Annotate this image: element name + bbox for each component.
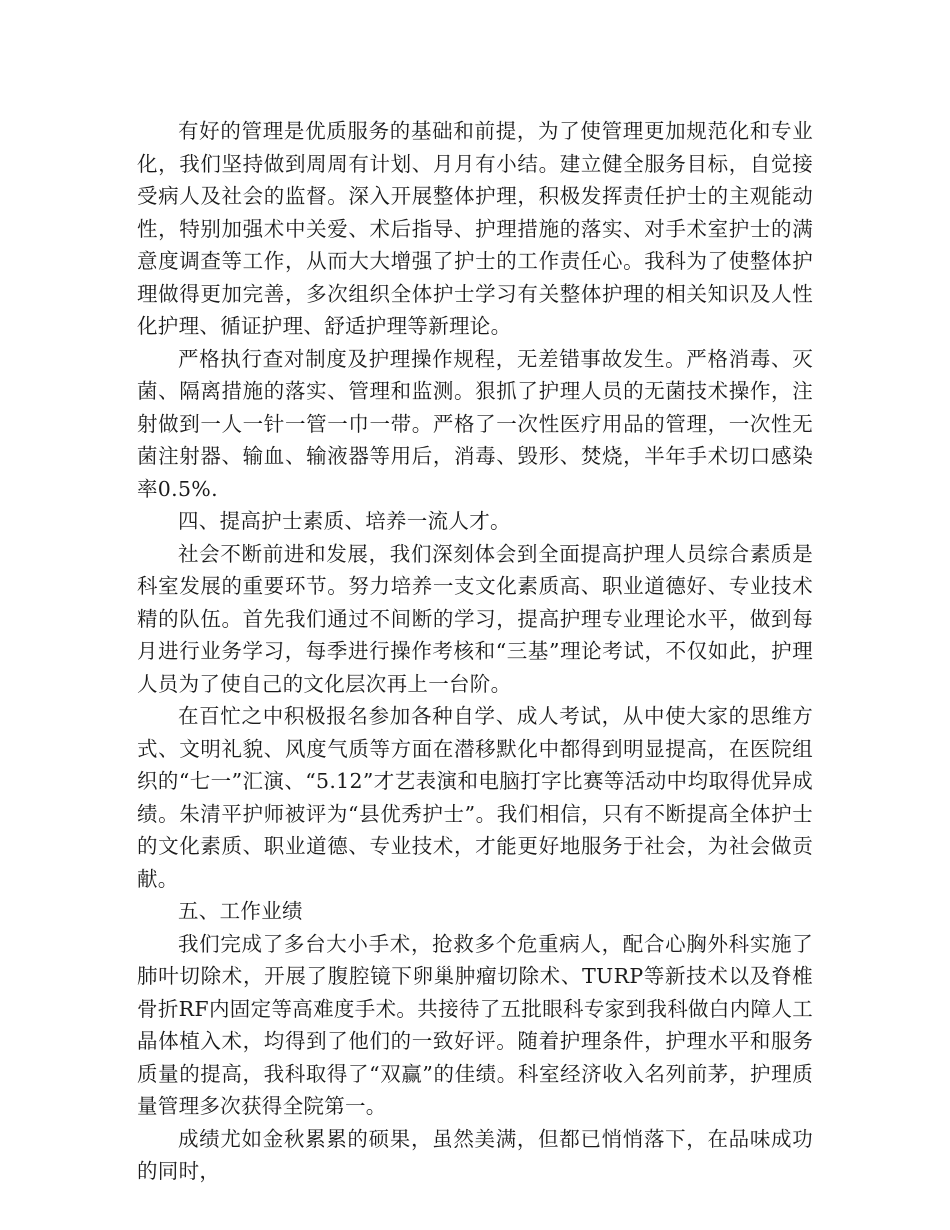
paragraph-management: 有好的管理是优质服务的基础和前提，为了使管理更加规范化和专业化，我们坚持做到周周有计划、月月有小结。建立健全服务目标，自觉接受病人及社会的监督。深入开展整体护理，积极发挥责任护士的主观能动性，特别加强术中关爱、术后指导、护理措施的落实、对手术室护士的满意度调查等工作，从而大大增强了护士的工作责任心。我科为了使整体护理做得更加完善，多次组织全体护士学习有关整体护理的相关知识及人性化护理、循证护理、舒适护理等新理论。: [137, 119, 813, 338]
paragraph-self-study: 在百忙之中积极报名参加各种自学、成人考试，从中使大家的思维方式、文明礼貌、风度气质等方面在潜移默化中都得到明显提高，在医院组织的“七一”汇演、“5.12”才艺表演和电脑打字比赛等活动中均取得优异成绩。朱清平护师被评为“县优秀护士”。我们相信，只有不断提高全体护士的文化素质、职业道德、专业技术，才能更好地服务于社会，为社会做贡献。: [137, 704, 813, 891]
paragraph-disinfection: 严格执行查对制度及护理操作规程，无差错事故发生。严格消毒、灭菌、隔离措施的落实、管理和监测。狠抓了护理人员的无菌技术操作，注射做到一人一针一管一巾一带。严格了一次性医疗用品的管理，一次性无菌注射器、输血、输液器等用后，消毒、毁形、焚烧，半年手术切口感染率0.5%.: [137, 346, 813, 501]
paragraph-closing: 成绩尤如金秋累累的硕果，虽然美满，但都已悄悄落下，在品味成功的同时，: [137, 1126, 813, 1183]
section-heading-5: 五、工作业绩: [178, 899, 303, 923]
paragraph-achievements: 我们完成了多台大小手术，抢救多个危重病人，配合心胸外科实施了肺叶切除术，开展了腹腔镜下卵巢肿瘤切除术、TURP等新技术以及脊椎骨折RF内固定等高难度手术。共接待了五批眼科专家到我科做白内障人工晶体植入术，均得到了他们的一致好评。随着护理条件，护理水平和服务质量的提高，我科取得了“双赢”的佳绩。科室经济收入名列前茅，护理质量管理多次获得全院第一。: [137, 931, 813, 1118]
section-heading-4: 四、提高护士素质、培养一流人才。: [178, 509, 511, 533]
paragraph-training: 社会不断前进和发展，我们深刻体会到全面提高护理人员综合素质是科室发展的重要环节。努力培养一支文化素质高、职业道德好、专业技术精的队伍。首先我们通过不间断的学习，提高护理专业理论水平，做到每月进行业务学习，每季进行操作考核和“三基”理论考试，不仅如此，护理人员为了使自己的文化层次再上一台阶。: [137, 541, 813, 696]
